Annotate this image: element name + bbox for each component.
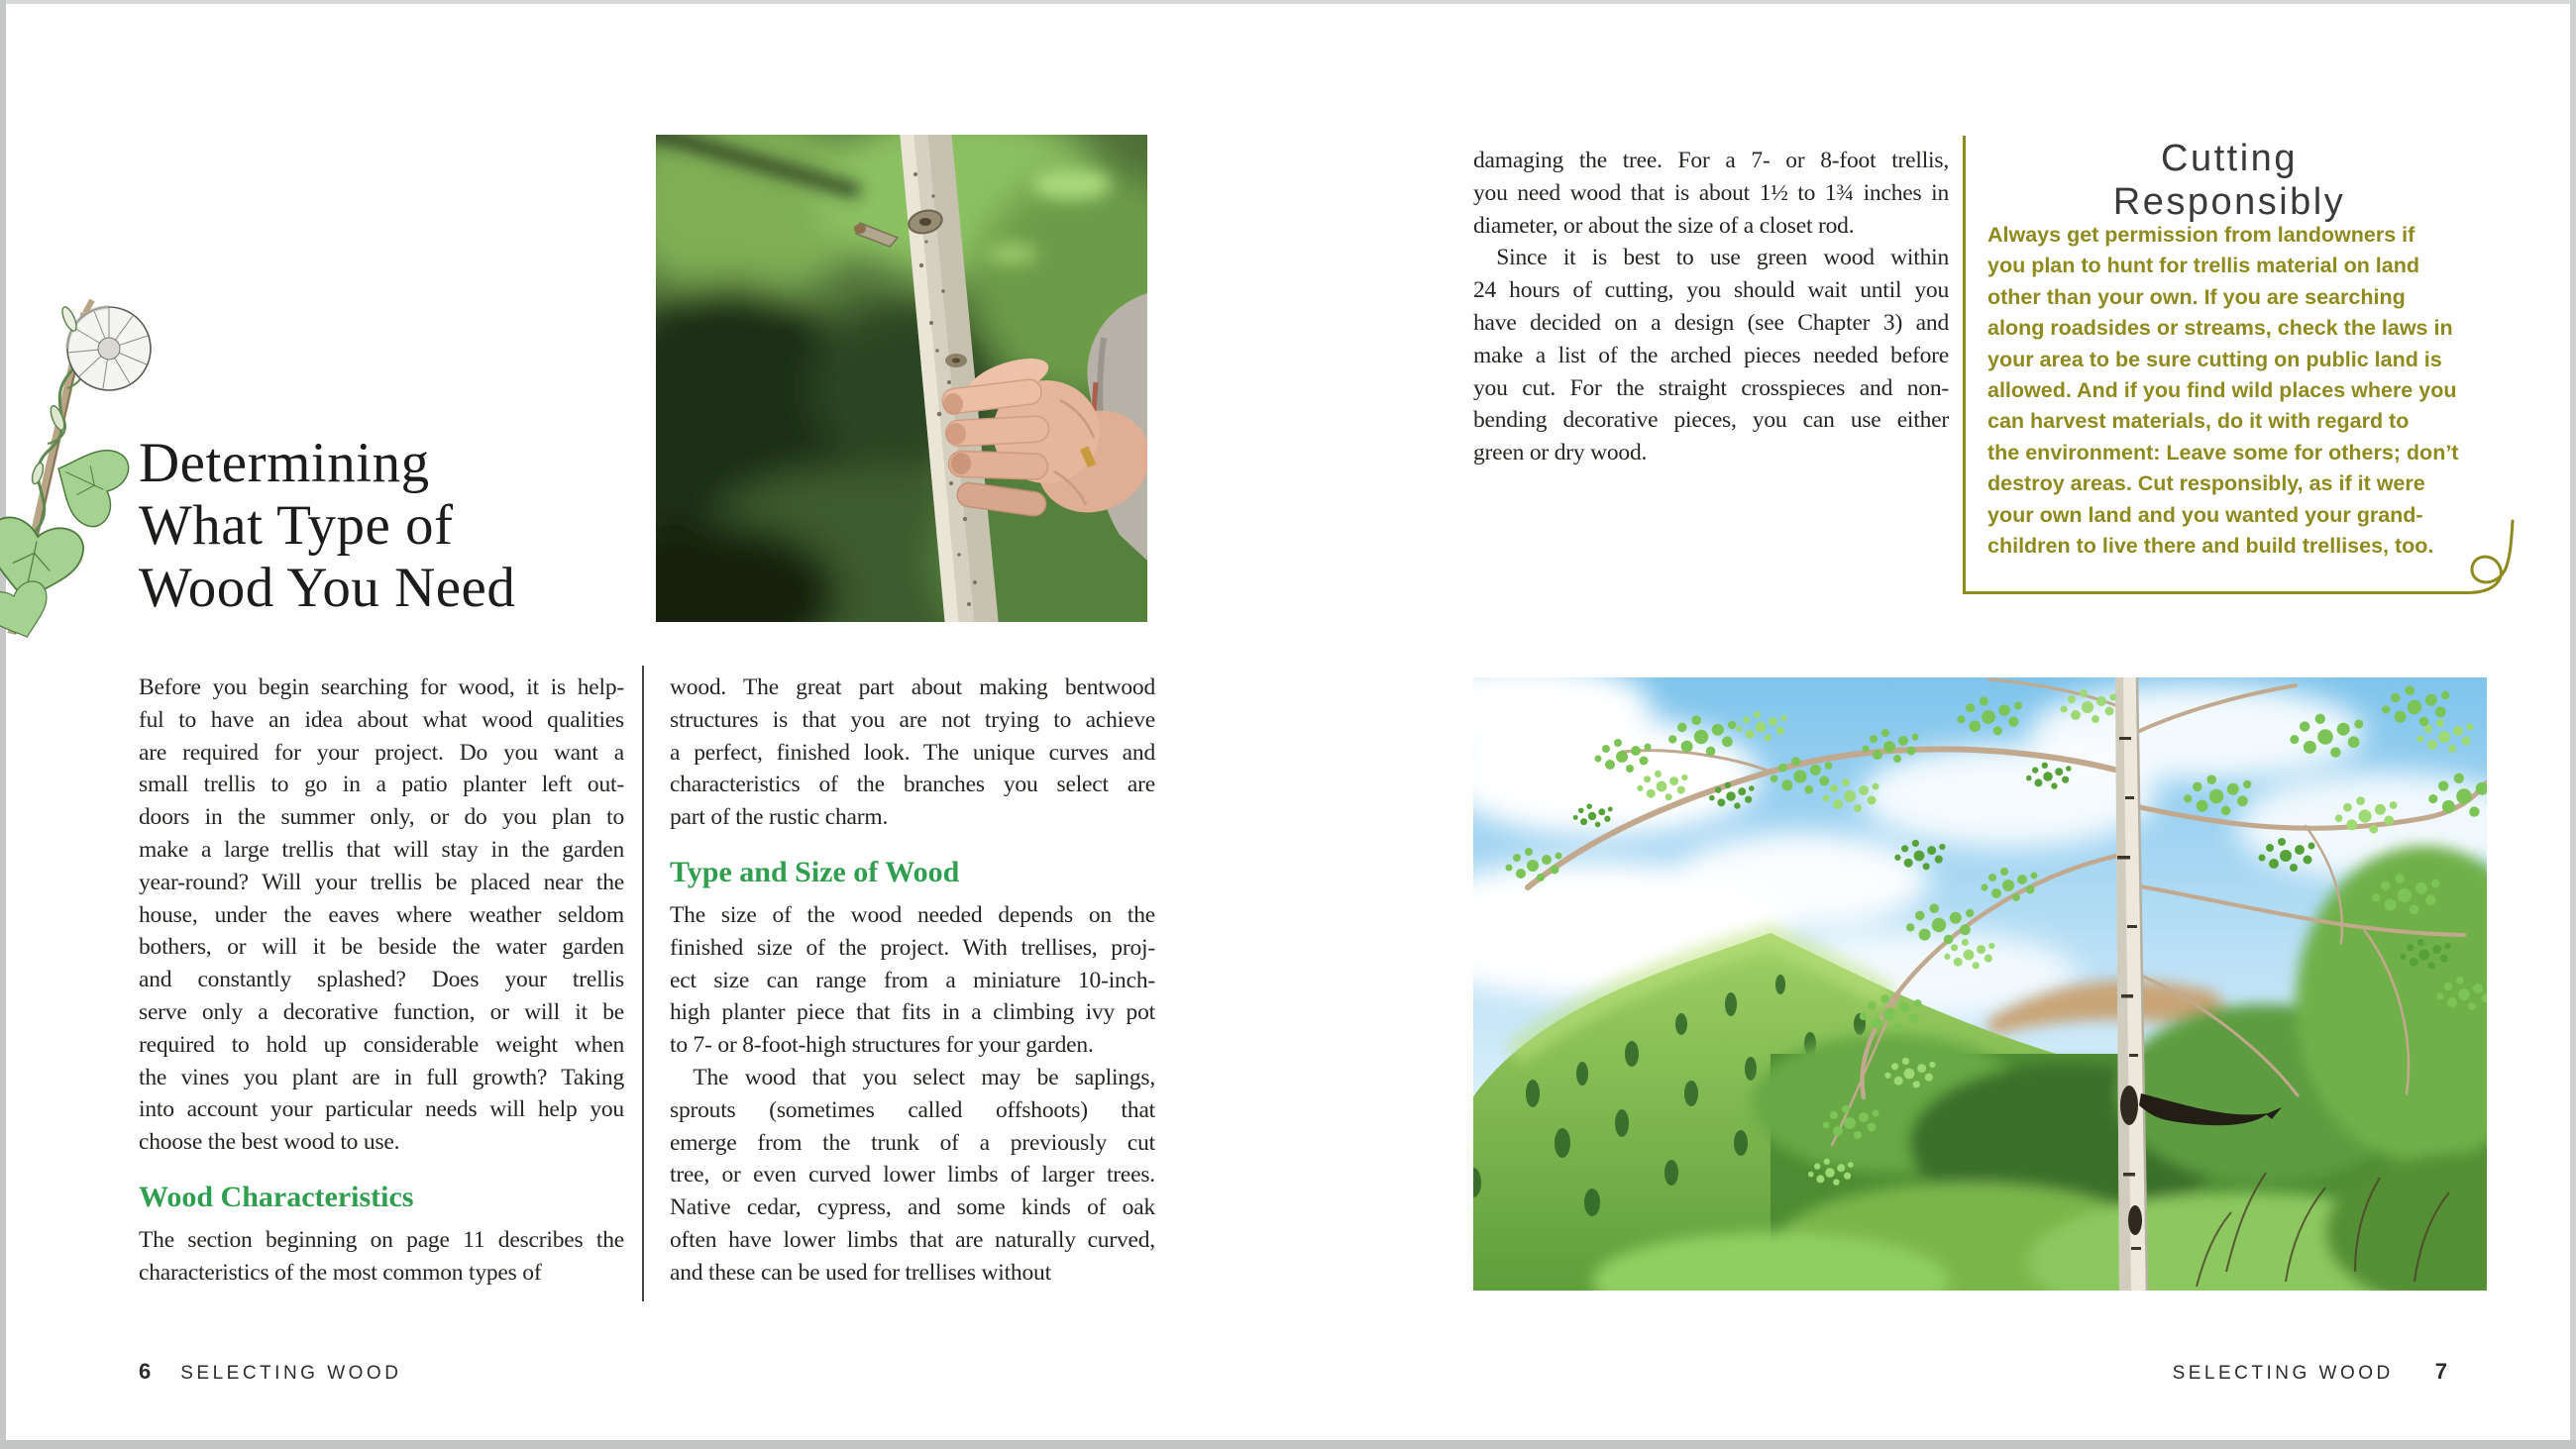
column-divider-rule bbox=[642, 666, 644, 1301]
page-edge-right bbox=[2570, 0, 2576, 1449]
branch-photo bbox=[656, 135, 1147, 622]
paragraph bbox=[1473, 145, 1949, 242]
text-line: allowed. And if you find wild places where you bbox=[1987, 378, 2457, 403]
paragraph bbox=[670, 672, 1155, 834]
text-line: to 7- or 8-foot-high structures for your garden. bbox=[670, 1032, 1094, 1059]
text-line: you plan to hunt for trellis material on land bbox=[1987, 254, 2420, 278]
text-line: you need wood that is about 1½ to 1¾ inches in bbox=[1473, 179, 1949, 206]
text-line: Before you begin searching for wood, it is help- bbox=[139, 674, 624, 700]
text-line: make a list of the arched pieces needed before bbox=[1473, 342, 1949, 368]
text-line: high planter piece that fits in a climbing ivy pot bbox=[670, 999, 1155, 1026]
text-line: children to live there and build trellises, too. bbox=[1987, 534, 2434, 559]
sidebar-title bbox=[1972, 137, 2487, 224]
text-line: characteristics of the most common types of bbox=[139, 1259, 542, 1286]
section-heading-wood-characteristics: Wood Characteristics bbox=[139, 1180, 414, 1213]
text-line: structures is that you are not trying to achieve bbox=[670, 706, 1155, 733]
left-column-1 bbox=[139, 672, 624, 1290]
text-line: Responsibly bbox=[2112, 181, 2346, 223]
text-line: the vines you plant are in full growth? Taking bbox=[139, 1064, 624, 1090]
text-line: damaging the tree. For a 7- or 8-foot trellis, bbox=[1473, 148, 1949, 173]
sidebar-body bbox=[1987, 220, 2488, 562]
text-line: Determining bbox=[139, 432, 430, 494]
text-line: serve only a decorative function, or will it be bbox=[139, 998, 624, 1025]
paragraph bbox=[670, 899, 1155, 1062]
text-line: destroy areas. Cut responsibly, as if it were bbox=[1987, 471, 2425, 496]
text-line: Always get permission from landowners if bbox=[1987, 223, 2415, 247]
text-line: finished size of the project. With trellises, proj- bbox=[670, 934, 1155, 961]
text-line: choose the best wood to use. bbox=[139, 1129, 400, 1156]
text-line: 24 hours of cutting, you should wait until you bbox=[1473, 277, 1949, 304]
text-line: a perfect, finished look. The unique curves and bbox=[670, 739, 1155, 766]
text-line: The wood that you select may be saplings, bbox=[670, 1064, 1155, 1090]
paragraph bbox=[139, 1224, 624, 1290]
text-line: bothers, or will it be beside the water garden bbox=[139, 934, 624, 961]
text-line: green or dry wood. bbox=[1473, 440, 1648, 466]
text-line: bending decorative pieces, you can use either bbox=[1473, 407, 1949, 434]
right-footer bbox=[1882, 1359, 2447, 1385]
text-line: part of the rustic charm. bbox=[670, 804, 889, 831]
text-line: wood. The great part about making bentwood bbox=[670, 674, 1155, 700]
text-line: other than your own. If you are searching bbox=[1987, 284, 2406, 309]
text-line: tree, or even curved lower limbs of larger trees. bbox=[670, 1162, 1155, 1189]
paragraph bbox=[139, 672, 624, 1159]
paragraph bbox=[670, 1062, 1155, 1290]
text-line: you cut. For the straight crosspieces and non- bbox=[1473, 374, 1949, 401]
text-line: sprouts (sometimes called offshoots) that bbox=[670, 1096, 1155, 1123]
text-line: ect size can range from a miniature 10-inch- bbox=[670, 967, 1155, 993]
sidebar-border-left bbox=[1963, 136, 1966, 593]
page-number-left: 6 bbox=[139, 1359, 152, 1384]
page-title bbox=[139, 432, 515, 619]
paragraph bbox=[1473, 242, 1949, 469]
text-line: small trellis to go in a patio planter left out- bbox=[139, 772, 624, 798]
text-line: make a large trellis that will stay in the garden bbox=[139, 836, 624, 863]
text-line: The section beginning on page 11 describes the bbox=[139, 1226, 624, 1253]
text-line: can harvest materials, do it with regard to bbox=[1987, 409, 2410, 434]
text-line: often have lower limbs that are naturally curved, bbox=[670, 1226, 1155, 1253]
text-line: have decided on a design (see Chapter 3) and bbox=[1473, 309, 1949, 336]
page-edge-bottom bbox=[0, 1440, 2576, 1449]
text-line: Since it is best to use green wood within bbox=[1473, 245, 1949, 271]
left-column-2 bbox=[670, 672, 1155, 1290]
page-edge-top bbox=[0, 0, 2576, 4]
running-footer-right: SELECTING WOOD bbox=[2172, 1363, 2394, 1384]
text-line: the environment: Leave some for others; don’t bbox=[1987, 440, 2459, 465]
text-line: Wood You Need bbox=[139, 557, 516, 619]
text-line: year-round? Will your trellis be placed near the bbox=[139, 869, 624, 895]
page-edge-left bbox=[0, 0, 6, 1449]
text-line: What Type of bbox=[139, 494, 454, 557]
text-line: diameter, or about the size of a closet rod. bbox=[1473, 212, 1855, 239]
text-line: your own land and you wanted your grand- bbox=[1987, 502, 2423, 527]
text-line: and constantly splashed? Does your trellis bbox=[139, 967, 624, 993]
text-line: characteristics of the branches you select are bbox=[670, 772, 1155, 798]
landscape-photo bbox=[1473, 677, 2487, 1291]
page-number-right: 7 bbox=[2434, 1359, 2447, 1384]
sidebar-border-bottom bbox=[1963, 591, 2430, 594]
text-line: and these can be used for trellises without bbox=[670, 1259, 1051, 1286]
text-line: are required for your project. Do you want a bbox=[139, 739, 624, 766]
text-line: The size of the wood needed depends on the bbox=[670, 901, 1155, 928]
text-line: emerge from the trunk of a previously cut bbox=[670, 1129, 1155, 1156]
text-line: into account your particular needs will help you bbox=[139, 1096, 624, 1123]
text-line: along roadsides or streams, check the laws in bbox=[1987, 316, 2453, 341]
text-line: doors in the summer only, or do you plan to bbox=[139, 804, 624, 831]
text-line: house, under the eaves where weather seldom bbox=[139, 901, 624, 928]
morning-glory-vine-illustration bbox=[0, 293, 155, 638]
text-line: Native cedar, cypress, and some kinds of oak bbox=[670, 1194, 1155, 1221]
text-line: Cutting bbox=[2161, 138, 2298, 179]
text-line: your area to be sure cutting on public land is bbox=[1987, 347, 2442, 371]
text-line: ful to have an idea about what wood qualities bbox=[139, 706, 624, 733]
running-footer-left: SELECTING WOOD bbox=[180, 1363, 402, 1384]
right-page-column bbox=[1473, 145, 1949, 469]
section-heading-type-and-size: Type and Size of Wood bbox=[670, 855, 960, 888]
left-footer bbox=[139, 1359, 401, 1385]
text-line: required to hold up considerable weight when bbox=[139, 1031, 624, 1058]
